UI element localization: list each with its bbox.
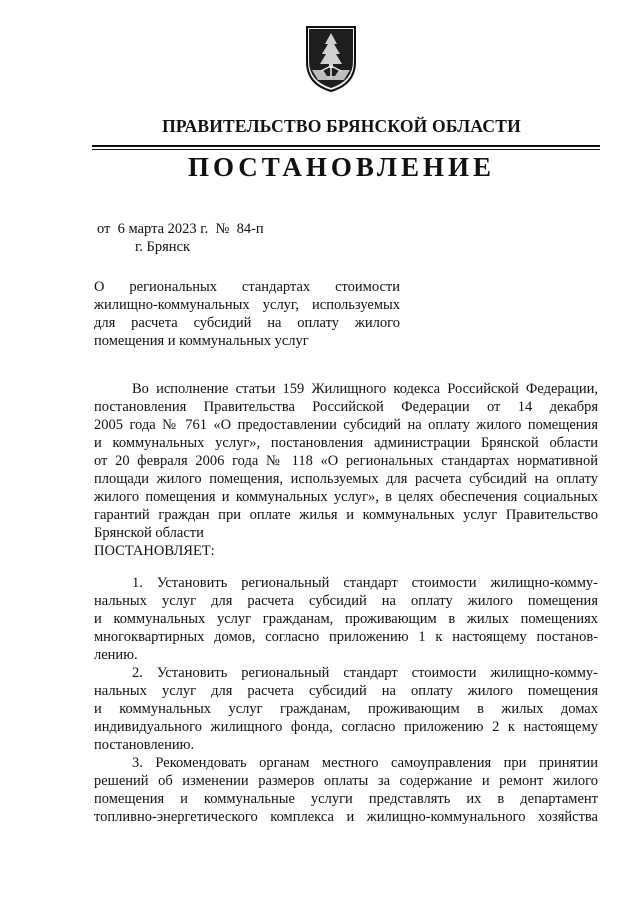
item-3-line: 3. Рекомендовать органам местного самоуправления при принятии xyxy=(132,755,598,771)
item-2-line: нальных услуг для расчета субсидий на оплату жилого помещения xyxy=(94,683,598,699)
preamble-line: от 20 февраля 2006 года № 118 «О региональных стандартах нормативной xyxy=(94,453,598,469)
preamble-line: 2005 года № 761 «О предоставлении субсидий на оплату жилого помещения xyxy=(94,417,598,433)
resolves-heading: ПОСТАНОВЛЯЕТ: xyxy=(94,543,215,559)
item-2-line: постановлению. xyxy=(94,737,195,753)
government-title: ПРАВИТЕЛЬСТВО БРЯНСКОЙ ОБЛАСТИ xyxy=(162,116,521,136)
item-2-line: 2. Установить региональный стандарт стоимости жилищно-комму- xyxy=(132,665,598,681)
header-rule-thin xyxy=(92,149,600,150)
preamble-line: и коммунальных услуг», постановления администрации Брянской области xyxy=(94,435,598,451)
document-type-title: ПОСТАНОВЛЕНИЕ xyxy=(187,152,496,182)
document-body xyxy=(94,380,598,826)
item-1-line: лению. xyxy=(94,647,138,663)
date-number-line: от 6 марта 2023 г. № 84-п xyxy=(97,221,264,237)
preamble-line: Во исполнение статьи 159 Жилищного кодекса Российской Федерации, xyxy=(132,381,598,397)
document-subject xyxy=(94,278,400,350)
preamble-line: жилого помещения и коммунальных услуг», в целях обеспечения социальных xyxy=(94,489,598,505)
subject-line: жилищно-коммунальных услуг, используемых xyxy=(94,297,400,313)
item-1-line: и коммунальных услуг гражданам, проживающим в жилых помещениях xyxy=(94,611,598,627)
preamble-line: Брянской области xyxy=(94,525,204,541)
item-3-line: топливно-энергетического комплекса и жилищно-коммунального хозяйства xyxy=(94,809,598,825)
item-1-line: многоквартирных домов, согласно приложению 1 к настоящему постанов- xyxy=(94,629,598,645)
preamble-line: постановления Правительства Российской Федерации от 14 декабря xyxy=(94,399,598,415)
subject-line: помещения и коммунальных услуг xyxy=(94,333,309,349)
subject-line: О региональных стандартах стоимости xyxy=(94,279,400,295)
item-3-line: помещения и коммунальные услуги представлять их в департамент xyxy=(94,791,598,807)
preamble-line: гарантий граждан при оплате жилья и коммунальных услуг Правительство xyxy=(94,507,598,523)
item-2-line: и коммунальных услуг гражданам, проживающим в жилых домах xyxy=(94,701,598,717)
subject-line: для расчета субсидий на оплату жилого xyxy=(94,315,400,331)
city-line: г. Брянск xyxy=(135,239,191,255)
item-1-line: 1. Установить региональный стандарт стоимости жилищно-комму- xyxy=(132,575,598,591)
header-rule-thick xyxy=(92,145,600,147)
preamble-line: площади жилого помещения, используемых для расчета субсидий на оплату xyxy=(94,471,598,487)
item-2-line: индивидуального жилищного фонда, согласно приложению 2 к настоящему xyxy=(94,719,598,735)
item-1-line: нальных услуг для расчета субсидий на оплату жилого помещения xyxy=(94,593,598,609)
item-3-line: решений об изменении размеров оплаты за содержание и ремонт жилого xyxy=(94,773,598,789)
bryansk-coat-of-arms-icon xyxy=(304,24,358,94)
